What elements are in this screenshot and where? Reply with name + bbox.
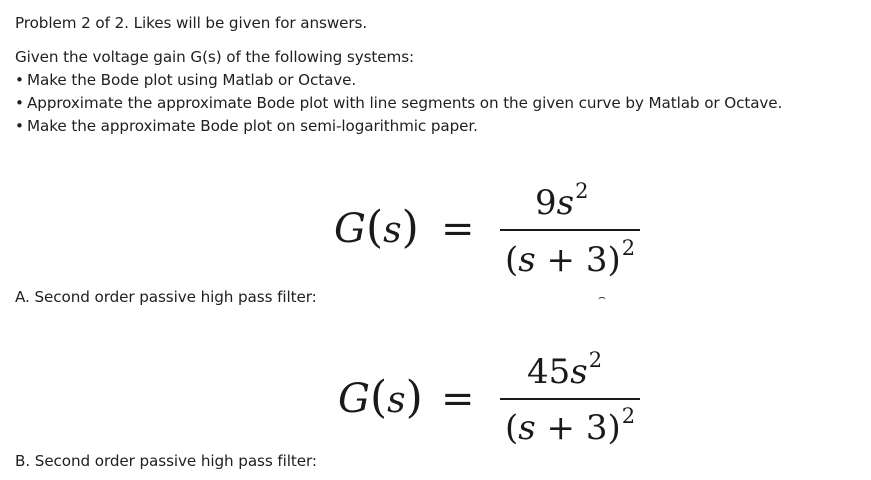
numerator: [527, 348, 603, 392]
denominator-exponent: 2: [621, 404, 636, 428]
problem-header: Problem 2 of 2. Likes will be given for answers.: [15, 14, 368, 32]
bullet-symbol: •: [15, 117, 24, 135]
numerator-coefficient: 9: [535, 183, 557, 223]
denominator-open-paren: (: [505, 408, 519, 448]
numerator-variable: s: [570, 352, 588, 392]
numerator-exponent: 2: [588, 348, 603, 372]
intro-lead: Given the voltage gain G(s) of the following systems:: [15, 48, 415, 66]
lhs-variable: s: [383, 210, 402, 251]
denominator-operator: +: [535, 408, 586, 448]
denominator-exponent: 2: [621, 236, 636, 260]
stray-mark: ⌢: [598, 290, 606, 304]
denominator: [505, 404, 636, 448]
equals-sign: =: [441, 206, 475, 252]
bullet-symbol: •: [15, 94, 24, 112]
denominator-constant: 3: [585, 240, 608, 280]
bullet-item-3: [15, 117, 478, 135]
numerator: [535, 179, 589, 223]
numerator-variable: s: [556, 183, 575, 223]
numerator-exponent: 2: [575, 179, 589, 203]
bullet-text: Make the Bode plot using Matlab or Octave.: [27, 71, 357, 89]
equals-sign: =: [441, 376, 475, 422]
fraction-bar: [500, 398, 640, 400]
bullet-text: Make the approximate Bode plot on semi-logarithmic paper.: [27, 117, 478, 135]
denominator-open-paren: (: [505, 240, 519, 280]
denominator-constant: 3: [585, 408, 608, 448]
function-name: G: [334, 206, 366, 252]
bullet-item-1: [15, 71, 356, 89]
bullet-symbol: •: [15, 71, 24, 89]
numerator-coefficient: 45: [527, 352, 571, 392]
denominator-operator: +: [535, 240, 586, 280]
lhs-variable: s: [387, 380, 406, 421]
function-name: G: [338, 376, 370, 422]
equation-lhs: G(s): [334, 202, 419, 253]
denominator: [505, 236, 636, 280]
denominator-variable: s: [518, 408, 536, 448]
denominator-variable: s: [518, 240, 536, 280]
denominator-close-paren: ): [607, 240, 621, 280]
part-a-label: A. Second order passive high pass filter:: [15, 288, 317, 306]
bullet-text: Approximate the approximate Bode plot with line segments on the given curve by Matlab or Octave.: [27, 94, 783, 112]
bullet-item-2: [15, 94, 782, 112]
part-b-label: B. Second order passive high pass filter:: [15, 452, 317, 470]
denominator-close-paren: ): [607, 408, 621, 448]
equation-lhs: G(s): [338, 372, 423, 423]
fraction-bar: [500, 229, 640, 231]
